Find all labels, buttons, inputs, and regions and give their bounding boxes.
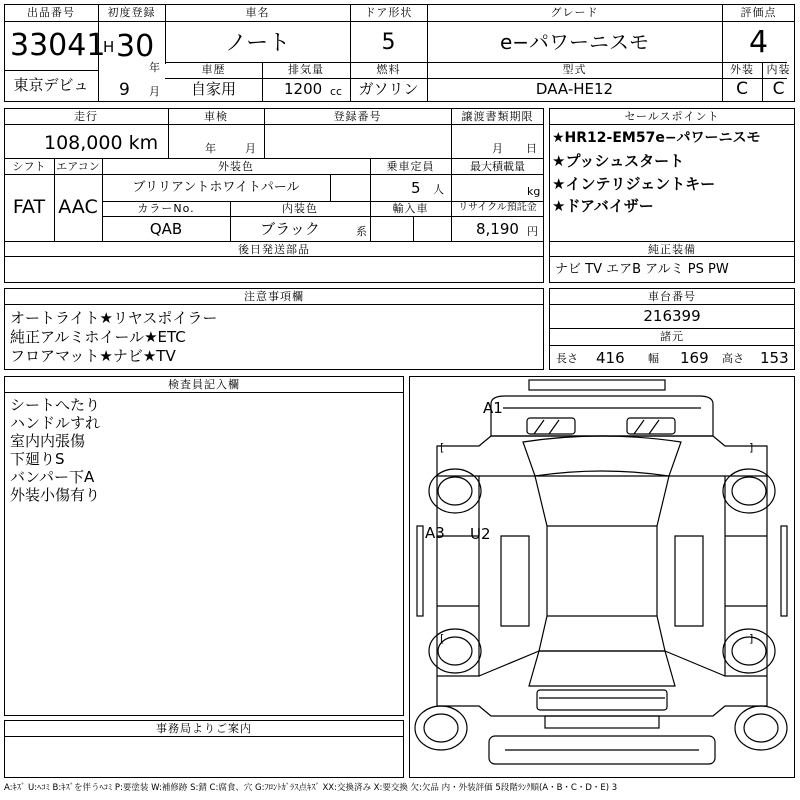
recycle-label: リサイクル預託金 [458, 202, 537, 213]
car-diagram-drawing [409, 376, 795, 778]
model-label: 型式 [562, 63, 587, 76]
ac-label: エアコン [56, 160, 100, 173]
grade-label: グレード [550, 6, 599, 19]
auction-house: 東京デビュ [13, 76, 89, 94]
doors-label: ドア形状 [364, 6, 413, 19]
damage-mark-a1: A1 [483, 399, 503, 417]
chassis-label: 車台番号 [648, 290, 696, 303]
car-name-label: 車名 [245, 6, 270, 19]
int-grade: C [772, 79, 785, 99]
mileage-label: 走行 [74, 110, 98, 123]
note-line: オートライト★リヤスポイラー [10, 309, 218, 327]
inspector-label: 検査員記入欄 [168, 378, 240, 391]
equipment-value: ナビ TV エアB アルミ PS PW [555, 262, 729, 277]
plate-label: 登録番号 [333, 110, 382, 123]
inspection-year-unit: 年 [205, 142, 216, 155]
import-label: 輸入車 [392, 202, 429, 215]
fuel-label: 燃料 [376, 63, 401, 76]
bracket-left: [ [440, 441, 445, 454]
history-label: 車歴 [201, 63, 226, 76]
score-label: 評価点 [740, 6, 777, 19]
history: 自家用 [190, 80, 236, 98]
sales-point-item: ★インテリジェントキー [552, 175, 716, 193]
displacement-label: 排気量 [288, 63, 324, 76]
notes-label: 注意事項欄 [244, 290, 304, 303]
office-label: 事務局よりご案内 [156, 722, 252, 735]
inspector-line: バンパー下A [10, 468, 95, 486]
inspector-line: 下廻りS [10, 450, 65, 468]
displacement-unit: cc [330, 85, 343, 98]
bracket-right: ] [749, 632, 754, 645]
reg-month: 9 [119, 80, 130, 100]
shift: FAT [12, 196, 46, 218]
sales-point-item: ★HR12-EM57e−パワーニスモ [552, 130, 761, 146]
displacement: 1200 [284, 80, 323, 98]
reg-year: 30 [116, 29, 155, 64]
transfer-label: 譲渡書類期限 [461, 110, 534, 123]
ext-grade: C [736, 79, 748, 99]
later-parts-label: 後日発送部品 [238, 243, 310, 256]
year-unit: 年 [149, 61, 160, 74]
width: 169 [680, 349, 709, 367]
int-color-unit: 系 [356, 225, 367, 238]
bracket-right: ] [749, 441, 754, 454]
color-no-label: カラーNo. [137, 202, 195, 215]
recycle-unit: 円 [527, 225, 538, 238]
equipment-label: 純正装備 [648, 243, 696, 256]
height: 153 [760, 349, 789, 367]
length-label: 長さ [556, 352, 578, 365]
inspection-label: 車検 [204, 110, 228, 123]
transfer-day-unit: 日 [526, 142, 537, 155]
month-unit: 月 [149, 85, 160, 98]
score: 4 [748, 25, 769, 60]
capacity-unit: 人 [433, 183, 444, 196]
capacity: 5 [411, 179, 421, 197]
ext-color-label: 外装色 [218, 160, 254, 173]
recycle: 8,190 [476, 220, 519, 238]
inspector-line: ハンドルすれ [10, 414, 101, 432]
ac: AAC [58, 196, 98, 218]
lot-number-label: 出品番号 [27, 6, 75, 19]
first-reg-label: 初度登録 [107, 6, 156, 19]
load-label: 最大積載量 [470, 160, 525, 173]
note-line: 純正アルミホイール★ETC [10, 328, 186, 346]
int-color: ブラック [260, 220, 320, 238]
legend: A:ｷｽﾞ U:ﾍｺﾐ B:ｷｽﾞを伴うﾍｺﾐ P:要塗装 W:補修跡 S:錆 C:腐食、穴 G:ﾌﾛﾝﾄｶﾞﾗｽ点ｷｽﾞ XX:交換済み X:要交換 欠:欠品 内・外装評価 5段階ﾗﾝｸ順(A・B・C・D・E) 3 [4, 783, 618, 793]
shift-label: シフト [12, 160, 46, 173]
car-name: ノート [224, 31, 291, 56]
damage-mark-a3: A3 [425, 524, 445, 542]
load-unit: kg [527, 185, 541, 198]
width-label: 幅 [648, 352, 659, 365]
note-line: フロアマット★ナビ★TV [10, 347, 176, 365]
inspector-line: 室内内張傷 [10, 432, 86, 450]
color-no: QAB [149, 220, 183, 238]
lot-number: 33041 [10, 28, 106, 63]
dims-label: 諸元 [660, 330, 684, 343]
damage-mark-u2: U2 [470, 525, 491, 543]
capacity-label: 乗車定員 [386, 160, 435, 173]
grade: e−パワーニスモ [499, 30, 650, 54]
mileage: 108,000 km [44, 132, 159, 154]
sales-points-label: セールスポイント [624, 110, 720, 123]
int-color-label: 内装色 [282, 202, 318, 215]
bracket-left: [ [440, 632, 445, 645]
ext-grade-label: 外装 [730, 63, 754, 76]
length: 416 [596, 349, 625, 367]
sales-point-item: ★ドアバイザー [552, 197, 654, 215]
fuel: ガソリン [358, 80, 419, 98]
doors: 5 [381, 30, 396, 55]
transfer-month-unit: 月 [492, 142, 503, 155]
inspector-line: シートへたり [10, 396, 101, 414]
ext-color: ブリリアントホワイトパール [132, 180, 300, 195]
int-grade-label: 内装 [766, 63, 791, 76]
era: H [103, 38, 115, 56]
model: DAA-HE12 [535, 80, 614, 98]
inspection-month-unit: 月 [245, 142, 256, 155]
chassis-number: 216399 [643, 307, 701, 325]
sales-point-item: ★プッシュスタート [552, 152, 685, 170]
height-label: 高さ [722, 352, 744, 365]
inspector-line: 外装小傷有り [10, 486, 101, 504]
